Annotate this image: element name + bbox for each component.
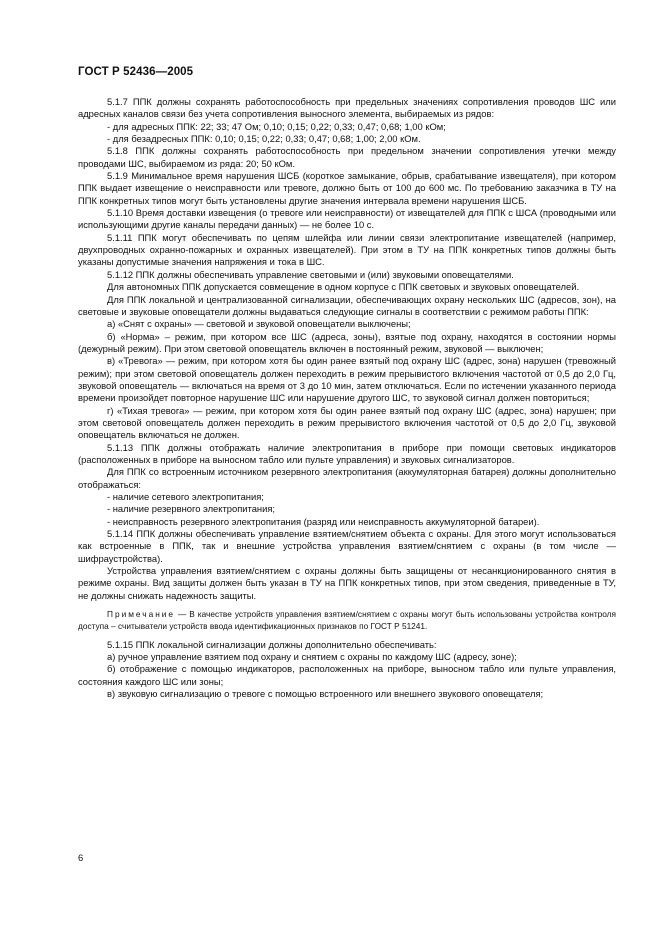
list-item-mains: - наличие сетевого электропитания; — [107, 491, 264, 502]
paragraph-5-1-9: 5.1.9 Минимальное время нарушения ШСБ (короткое замыкание, обрыв, срабатывание извещателя), при котором ППК выдает извещение о неисправности или тревоге, должно быть от 100 до 600 мс. По требованию заказчика в ТУ на ППК конкретных типов могут быть установлены другие значения интервала времени нарушения ШСБ. — [78, 170, 616, 206]
list-item-v2: в) звуковую сигнализацию о тревоге с помощью встроенного или внешнего звукового оповещателя; — [107, 688, 544, 700]
list-item-b: б) «Норма» – режим, при котором все ШС (адреса, зоны), взятые под охрану, находятся в состоянии нормы (дежурный режим). При этом световой оповещатель включен в постоянный режим, звуковой — выключен; — [78, 330, 616, 354]
note-label: Примечание — [107, 609, 176, 620]
paragraph-backup-power: Для ППК со встроенным источником резервного электропитания (аккумуляторная батарея) должны дополнительно отображаться: — [78, 466, 616, 490]
page-number: 6 — [78, 852, 84, 863]
paragraph-5-1-10: 5.1.10 Время доставки извещения (о тревоге или неисправности) от извещателей для ППК с ШСА (проводными или использующими другие каналы передачи данных) — не более 10 с. — [78, 207, 616, 231]
paragraph-autonomous: Для автономных ППК допускается совмещение в одном корпусе с ППК световых и звуковых оповещателей. — [107, 281, 580, 293]
list-item-non-addressable: - для безадресных ППК: 0,10; 0,15; 0,22; 0,33; 0,47; 0,68; 1,00; 2,00 кОм. — [107, 133, 421, 145]
paragraph-5-1-15: 5.1.15 ППК локальной сигнализации должны дополнительно обеспечивать: — [107, 638, 437, 650]
note — [78, 608, 616, 633]
document-body — [78, 96, 616, 701]
paragraph-protection: Устройства управления взятием/снятием с охраны должны быть защищены от несанкционированного снятия в режиме охраны. Вид защиты должен быть указан в ТУ на ППК конкретных типов, при этом сведения, приведенные в ТУ, не должны снижать надежность защиты. — [78, 565, 616, 601]
list-item-g: г) «Тихая тревога» — режим, при котором хотя бы один ранее взятый под охрану ШС (адрес, зона) нарушен; при этом световой оповещатель должен переходить в режим прерывистого включения частотой от 0,5 до 2,0 Гц, звуковой оповещатель включаться не должен. — [78, 404, 616, 441]
list-item-a: а) «Снят с охраны» — световой и звуковой оповещатели выключены; — [107, 318, 411, 330]
paragraph-5-1-13: 5.1.13 ППК должны отображать наличие электропитания в приборе при помощи световых индикаторов (расположенных в приборе на выносном табло или пульте управления) и звуковых сигнализаторов. — [78, 441, 616, 465]
list-item-reserve-fault: - неисправность резервного электропитания (разряд или неисправность аккумуляторной батареи). — [107, 515, 540, 527]
paragraph-5-1-14: 5.1.14 ППК должны обеспечивать управление взятием/снятием объекта с охраны. Для этого могут использоваться как встроенные в ППК, так и внешние устройства управления взятием/снятием с охраны (в том числе — шифраустройства). — [78, 528, 616, 564]
list-item-b2: б) отображение с помощью индикаторов, расположенных на приборе, выносном табло или пульте управления, состояния каждого ШС или зоны; — [78, 663, 616, 687]
paragraph-5-1-12: 5.1.12 ППК должны обеспечивать управление световыми и (или) звуковыми оповещателями. — [107, 268, 514, 280]
paragraph-5-1-11: 5.1.11 ППК могут обеспечивать по цепям шлейфа или линии связи электропитание извещателей (например, двухпроводных охранно-пожарных и охранных извещателей). При этом в ТУ на ППК конкретных типов должны быть указаны допустимые значения напряжения и тока в ШС. — [78, 231, 616, 268]
document-header: ГОСТ Р 52436—2005 — [78, 66, 194, 78]
list-item-reserve: - наличие резервного электропитания; — [107, 503, 276, 515]
list-item-addressable: - для адресных ППК: 22; 33; 47 Ом; 0,10; 0,15; 0,22; 0,33; 0,47; 0,68; 1,00 кОм; — [107, 120, 446, 132]
paragraph-signals-intro: Для ППК локальной и централизованной сигнализации, обеспечивающих охрану нескольких ШС (адресов, зон), на световые и звуковые оповещатели должны выдаваться следующие сигналы в соответствии с режимом работы ППК: — [78, 293, 616, 317]
list-item-v: в) «Тревога» — режим, при котором хотя бы один ранее взятый под охрану ШС (адрес, зона) нарушен (тревожный режим); при этом световой оповещатель должен переходить в режим прерывистого включения частотой от 0,5 до 2,0 Гц, звуковой оповещатель — включаться на время от 3 до 10 мин, затем отключаться. Если по истечении указанного периода времени произойдет повторное нарушение ШС или нарушение другого ШС, то звуковой сигнал должен повториться; — [78, 355, 616, 404]
paragraph-5-1-8: 5.1.8 ППК должны сохранять работоспособность при предельном значении сопротивления утечки между проводами ШС, выбираемом из ряда: 20; 50 кОм. — [78, 145, 616, 169]
note-text: — В качестве устройств управления взятием/снятием с охраны могут быть использованы устройства контроля доступа – считыватели устройств ввода идентификационных признаков по ГОСТ Р 51241. — [78, 609, 616, 632]
paragraph-5-1-7: 5.1.7 ППК должны сохранять работоспособность при предельных значениях сопротивления проводов ШС или адресных каналов связи без учета сопротивления выносного элемента, выбираемых из рядов: — [78, 96, 616, 120]
list-item-a2: а) ручное управление взятием под охрану и снятием с охраны по каждому ШС (адресу, зоне); — [107, 651, 517, 663]
